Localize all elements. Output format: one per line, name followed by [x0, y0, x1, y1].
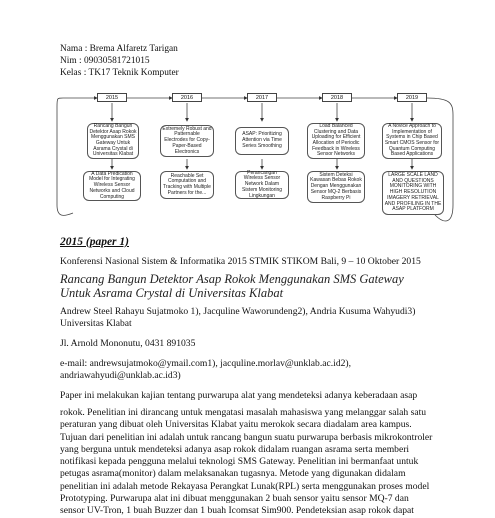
email-line-1: e-mail: andrewsujatmoko@ymail.com1), jacquline.morlav@unklab.ac.id2),	[60, 358, 352, 369]
paper-box-2019-b: LARGE SCALE LAND AND QUESTIONS MONITORING WITH HIGH RESOLUTION IMAGERY RETRIEVAL AND PROFILING IN THE ASAP PLATFORM	[382, 171, 444, 215]
paper-box-2017-a: ASAP: Prioritizing Attention via Time Series Smoothing	[235, 127, 289, 155]
authors-line-2: Universitas Klabat	[60, 318, 132, 329]
section-heading: 2015 (paper 1)	[60, 236, 129, 248]
body-line: petugas asrama(monitor) dalam melaksanakan tugasnya. Metode yang digunakan didalam	[60, 468, 406, 480]
body-line: penelitian ini adalah metode Rekayasa Perangkat Lunak(RPL) serta menggunakan proses model	[60, 480, 430, 492]
year-2015: 2015	[97, 93, 127, 102]
student-class: Kelas : TK17 Teknik Komputer	[60, 68, 179, 78]
paper-box-2019-a: A Novice Approach to Implementation of Systems in Chip Based Smart CMOS Sensor for Quantum Computing Based Applications	[382, 123, 442, 159]
conference-line: Konferensi Nasional Sistem & Informatika 2015 STMIK STIKOM Bali, 9 – 10 Oktober 2015	[60, 256, 421, 267]
paper-title-line-2: Untuk Asrama Crystal di Universitas Klabat	[60, 286, 284, 300]
year-2016: 2016	[172, 93, 202, 102]
year-2018: 2018	[322, 93, 352, 102]
paper-box-2016-b: Reachable Set Computation and Tracking with Multiple Partners for the...	[160, 171, 214, 199]
paper-box-2015-a: Rancang Bangun Detektor Asap Rokok Menggunakan SMS Gateway Untuk Asrama Crystal di Universitas Klabat	[87, 123, 139, 159]
body-line: peraturan yang dibuat oleh Universitas Klabat yaitu merokok secara diadalam area kampus.	[60, 419, 412, 431]
authors-line-1: Andrew Steel Rahayu Sujatmoko 1), Jacquline Waworundeng2), Andria Kusuma Wahyudi3)	[60, 306, 416, 317]
email-line-2: andriawahyudi@unklab.ac.id3)	[60, 370, 181, 381]
body-line: Tujuan dari penelitian ini adalah untuk rancang bangun suatu purwarupa berbasis mikrokontroler	[60, 431, 433, 443]
body-line: Prototyping. Purwarupa alat ini dibuat menggunakan 2 buah sensor yaitu sensor MQ-7 dan	[60, 493, 409, 505]
timeline-diagram	[55, 85, 455, 230]
year-2017: 2017	[247, 93, 277, 102]
paper-box-2015-b: A Data Predication Model for Integrating Wireless Sensor Networks and Cloud Computing	[83, 171, 141, 201]
body-line: sensor UV-Tron, 1 buah Buzzer dan 1 buah Icomsat Sim900. Pendeteksian asap rokok dapat	[60, 505, 414, 517]
year-2019: 2019	[397, 93, 427, 102]
paper-box-2018-a: Load Balanced Clustering and Data Uploading for Efficient Allocation of Periodic Feedback in Wireless Sensor Networks	[307, 123, 365, 159]
paper-title-line-1: Rancang Bangun Detektor Asap Rokok Menggunakan SMS Gateway	[60, 272, 404, 286]
paper-box-2018-b: Sistem Deteksi Kawasan Bebas Rokok Dengan Menggunakan Sensor MQ-2 Berbasis Raspberry Pi	[307, 171, 365, 203]
body-line: yang berguna untuk mendeteksi adanya asap rokok didalam ruangan asrama serta memberi	[60, 443, 410, 455]
paper-box-2016-a: Extremely Robust and Patternable Electrodes for Copy-Paper-Based Electronics	[160, 125, 214, 157]
student-name: Nama : Brema Alfaretz Tarigan	[60, 44, 178, 54]
abstract-body	[60, 407, 452, 518]
paper-box-2017-b: Perancangan Wireless Sensor Network Dalam Sistem Monitoring Lingkungan	[235, 171, 289, 199]
abstract-intro: Paper ini melakukan kajian tentang purwarupa alat yang mendeteksi adanya keberadaan asap	[60, 390, 418, 401]
student-nim: Nim : 09030581721015	[60, 56, 150, 66]
body-line: rokok. Penelitian ini dirancang untuk mengatasi masalah mahasiswa yang melanggar salah satu	[60, 407, 427, 418]
body-line: notifikasi kepada pengguna melalui teknologi SMS Gateway. Penelitian ini bermanfaat untuk	[60, 456, 419, 468]
address-line: Jl. Arnold Mononutu, 0431 891035	[60, 338, 196, 349]
